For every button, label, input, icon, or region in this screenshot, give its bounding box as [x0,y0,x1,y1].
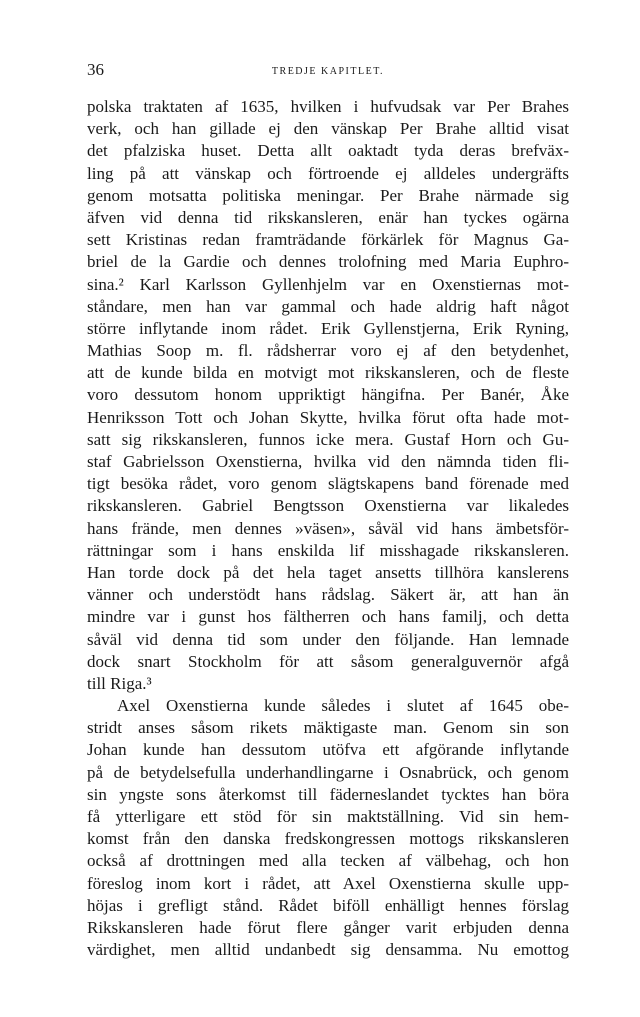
text-line: satt sig rikskansleren, funnos icke mera. Gustaf Horn och Gu- [87,429,569,449]
text-line: hans frände, men dennes »väsen», såväl vid hans ämbetsför- [87,518,569,538]
text-line: till Riga.³ [87,673,152,693]
text-line: ståndare, men han var gammal och hade aldrig haft något [87,296,569,316]
text-line: staf Gabrielsson Oxenstierna, hvilka vid den nämnda tiden fli- [87,452,569,471]
page-number: 36 [87,60,104,79]
page-header [87,58,569,90]
text-line: genom motsatta politiska meningar. Per Brahe närmade sig [87,185,569,205]
text-line: rättningar som i hans enskilda lif misshagade rikskansleren. [87,540,569,560]
text-line: briel de la Gardie och dennes trolofning med Maria Euphro- [87,252,569,272]
text-line: att de kunde bilda en motvigt mot rikskansleren, och de fleste [87,363,569,383]
book-page [87,58,569,960]
text-line: Axel Oxenstierna kunde således i slutet af 1645 obe- [117,696,569,716]
text-line: få ytterligare ett stöd för sin maktställning. Vid sin hem- [87,807,569,826]
text-line: tigt besöka rådet, voro genom slägtskapens band förenade med [87,474,569,494]
text-line: stridt anses såsom rikets mäktigaste man. Genom sin son [87,718,569,738]
text-line: sin yngste sons återkomst till fäderneslandet tycktes han böra [87,784,569,804]
text-line: höjas i grefligt stånd. Rådet biföll enhälligt hennes förslag [87,895,569,915]
text-line: föreslog inom kort i rådet, att Axel Oxenstierna skulle upp- [87,873,569,893]
text-line: Mathias Soop m. fl. rådsherrar voro ej af den betydenhet, [87,341,569,361]
text-line: verk, och han gillade ej den vänskap Per Brahe alltid visat [87,119,569,139]
text-line: Rikskansleren hade förut flere gånger varit erbjuden denna [87,917,569,937]
text-line: Han torde dock på det hela taget ansetts tillhöra kanslerens [87,562,569,582]
text-line: Henriksson Tott och Johan Skytte, hvilka förut ofta hade mot- [87,407,569,427]
text-line: polska traktaten af 1635, hvilken i hufvudsak var Per Brahes [87,97,569,116]
text-line: äfven vid denna tid rikskansleren, enär han tyckes ogärna [87,207,569,227]
text-line: också af drottningen med alla tecken af välbehag, och hon [87,851,569,871]
text-line: dock snart Stockholm för att såsom generalguvernör afgå [87,651,569,671]
body-text [87,96,569,961]
text-line: ling på att vänskap och förtroende ej alldeles undergräfts [87,163,569,183]
text-line: såväl vid denna tid som under den följande. Han lemnade [87,629,569,649]
text-line: sina.² Karl Karlsson Gyllenhjelm var en Oxenstiernas mot- [87,274,569,294]
text-line: rikskansleren. Gabriel Bengtsson Oxenstierna var likaledes [87,496,569,516]
text-line: det pfalziska huset. Detta allt oaktadt tyda deras brefväx- [87,141,569,161]
text-line: på de betydelsefulla underhandlingarne i Osnabrück, och genom [87,762,569,782]
text-line: värdighet, men alltid undanbedt sig densamma. Nu emottog [87,940,569,960]
text-line: sett Kristinas redan framträdande förkärlek för Magnus Ga- [87,230,569,250]
text-line: Johan kunde han dessutom utöfva ett afgörande inflytande [87,740,569,760]
text-line: större inflytande inom rådet. Erik Gyllenstjerna, Erik Ryning, [87,318,569,338]
text-line: voro dessutom honom uppriktigt hängifna. Per Banér, Åke [87,385,569,405]
text-line: vänner och understödt hans rådslag. Säkert är, att han än [87,585,569,605]
text-line: komst från den danska fredskongressen mottogs rikskansleren [87,829,569,849]
running-head: TREDJE KAPITLET. [271,66,385,77]
text-line: mindre var i gunst hos fältherren och hans familj, och detta [87,607,569,627]
